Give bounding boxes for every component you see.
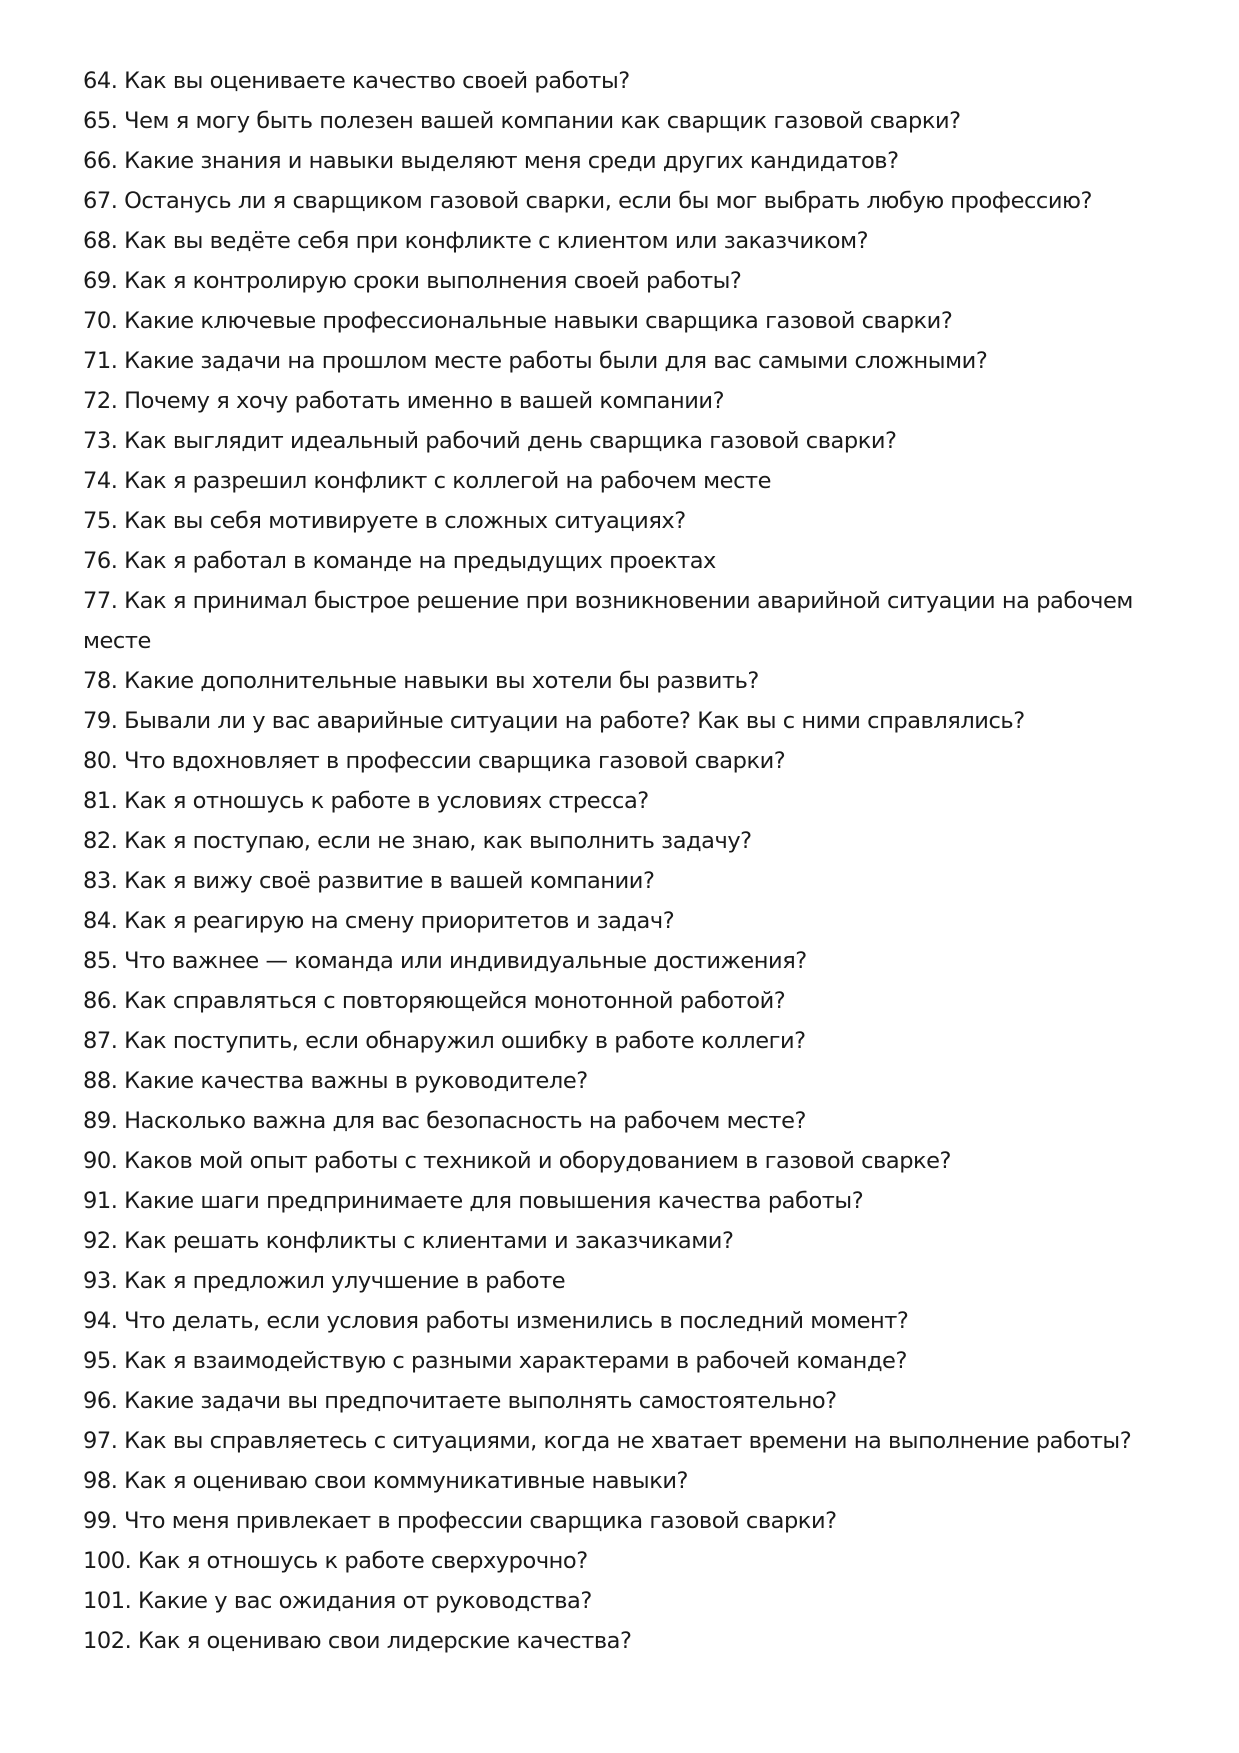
list-item: 88. Какие качества важны в руководителе? [83,1068,588,1094]
list-item: 98. Как я оцениваю свои коммуникативные навыки? [83,1468,689,1494]
list-item: 73. Как выглядит идеальный рабочий день сварщика газовой сварки? [83,428,897,454]
list-item: 72. Почему я хочу работать именно в вашей компании? [83,388,725,414]
list-item: 80. Что вдохновляет в профессии сварщика газовой сварки? [83,748,786,774]
list-item: 94. Что делать, если условия работы изменились в последний момент? [83,1308,909,1334]
list-item: 82. Как я поступаю, если не знаю, как выполнить задачу? [83,828,752,854]
list-item: 81. Как я отношусь к работе в условиях стресса? [83,788,649,814]
list-item: 64. Как вы оцениваете качество своей работы? [83,68,630,94]
list-item: 74. Как я разрешил конфликт с коллегой на рабочем месте [83,468,772,494]
list-item: 96. Какие задачи вы предпочитаете выполнять самостоятельно? [83,1388,837,1414]
list-item: 66. Какие знания и навыки выделяют меня среди других кандидатов? [83,148,899,174]
list-item: 70. Какие ключевые профессиональные навыки сварщика газовой сварки? [83,308,953,334]
list-item: 101. Какие у вас ожидания от руководства? [83,1588,592,1614]
list-item: 85. Что важнее — команда или индивидуальные достижения? [83,948,807,974]
list-item: 86. Как справляться с повторяющейся монотонной работой? [83,988,786,1014]
list-item: 95. Как я взаимодействую с разными характерами в рабочей команде? [83,1348,907,1374]
list-item: 77. Как я принимал быстрое решение при возникновении аварийной ситуации на рабочем месте [83,588,1133,654]
list-item: 67. Останусь ли я сварщиком газовой сварки, если бы мог выбрать любую профессию? [83,188,1092,214]
list-item: 89. Насколько важна для вас безопасность на рабочем месте? [83,1108,806,1134]
list-item: 99. Что меня привлекает в профессии сварщика газовой сварки? [83,1508,837,1534]
list-item: 84. Как я реагирую на смену приоритетов и задач? [83,908,675,934]
list-item: 102. Как я оцениваю свои лидерские качества? [83,1628,632,1654]
list-item: 76. Как я работал в команде на предыдущих проектах [83,548,716,574]
list-item: 92. Как решать конфликты с клиентами и заказчиками? [83,1228,734,1254]
list-item: 97. Как вы справляетесь с ситуациями, когда не хватает времени на выполнение работы? [83,1428,1132,1454]
list-item: 69. Как я контролирую сроки выполнения своей работы? [83,268,742,294]
list-item: 65. Чем я могу быть полезен вашей компании как сварщик газовой сварки? [83,108,961,134]
list-item: 87. Как поступить, если обнаружил ошибку в работе коллеги? [83,1028,806,1054]
list-item: 79. Бывали ли у вас аварийные ситуации на работе? Как вы с ними справлялись? [83,708,1025,734]
list-item: 83. Как я вижу своё развитие в вашей компании? [83,868,655,894]
list-item: 68. Как вы ведёте себя при конфликте с клиентом или заказчиком? [83,228,869,254]
list-item: 71. Какие задачи на прошлом месте работы были для вас самыми сложными? [83,348,988,374]
list-item: 90. Каков мой опыт работы с техникой и оборудованием в газовой сварке? [83,1148,952,1174]
list-item: 75. Как вы себя мотивируете в сложных ситуациях? [83,508,686,534]
list-item: 78. Какие дополнительные навыки вы хотели бы развить? [83,668,759,694]
question-list [83,61,1158,1661]
list-item: 91. Какие шаги предпринимаете для повышения качества работы? [83,1188,864,1214]
list-item: 100. Как я отношусь к работе сверхурочно? [83,1548,588,1574]
list-item: 93. Как я предложил улучшение в работе [83,1268,566,1294]
